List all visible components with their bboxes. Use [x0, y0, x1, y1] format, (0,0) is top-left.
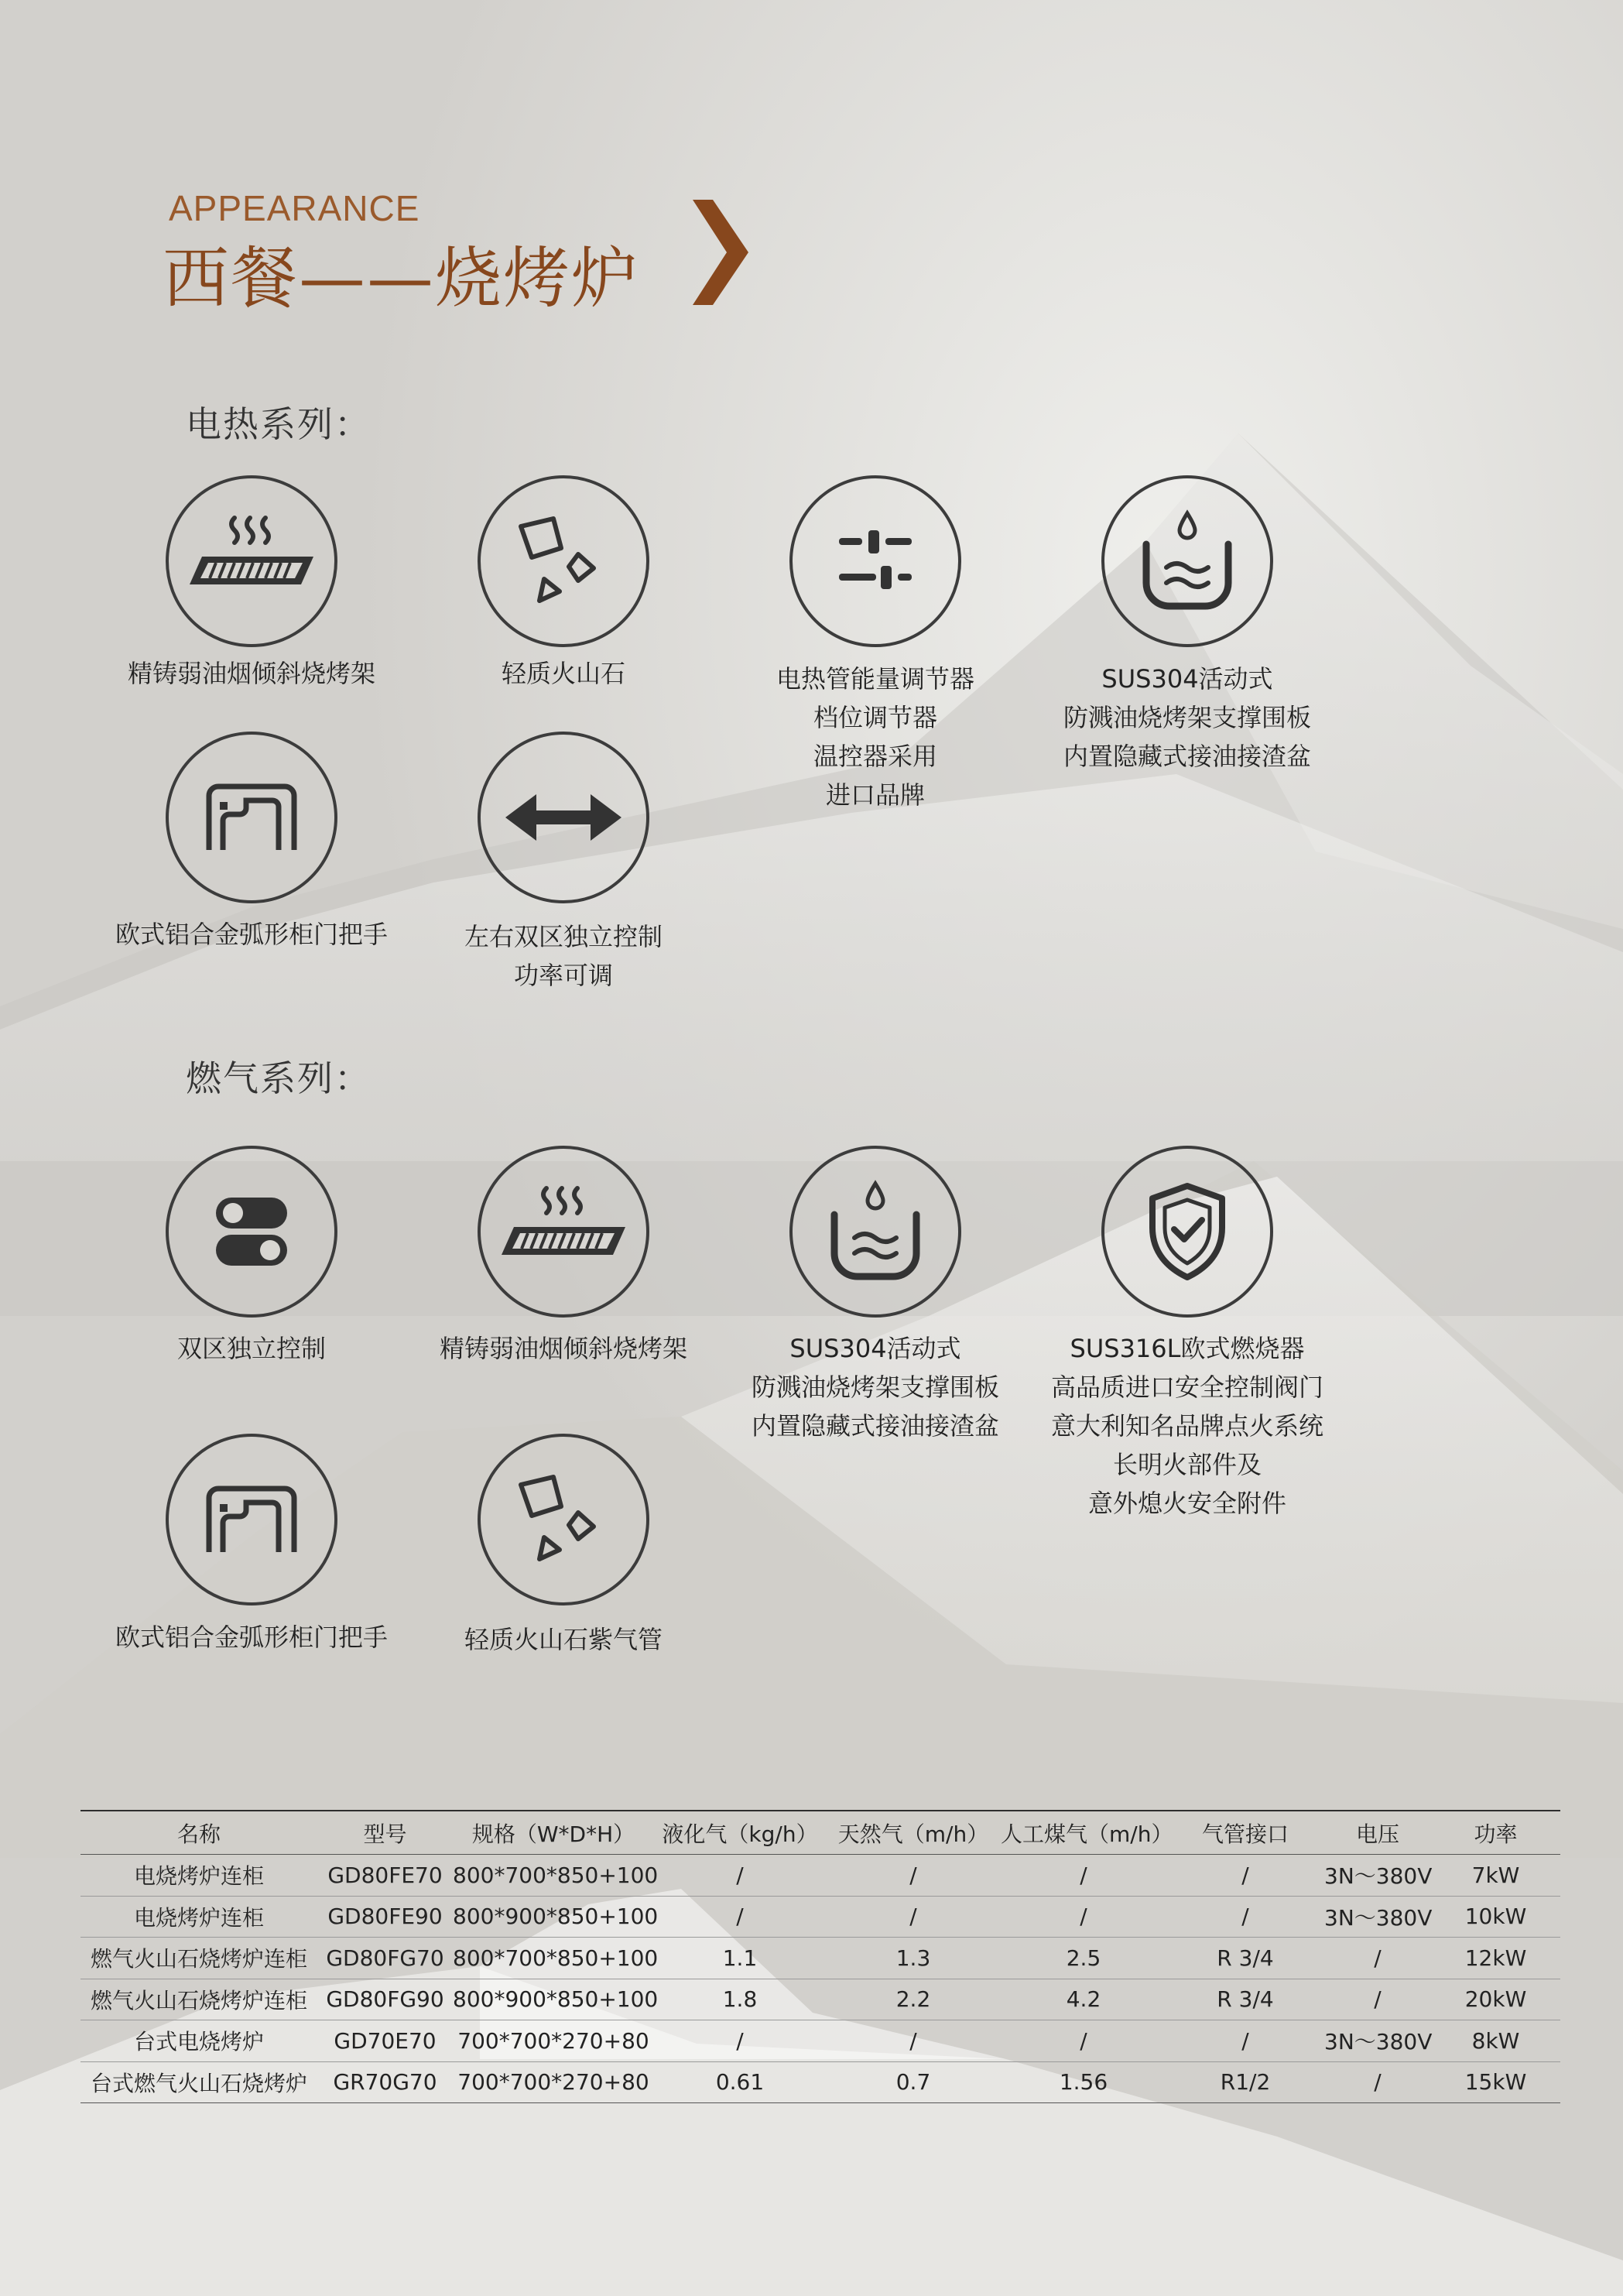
drip-basin-icon — [1137, 507, 1238, 615]
feature-caption: 精铸弱油烟倾斜烧烤架 — [439, 1334, 687, 1363]
feature-icon-circle — [1101, 475, 1273, 647]
table-cell: 3N～380V — [1324, 2029, 1433, 2055]
table-cell: 1.1 — [722, 1945, 758, 1971]
table-header-cell: 规格（W*D*H） — [471, 1821, 635, 1847]
feature-icon-circle — [166, 475, 337, 647]
table-header-cell: 型号 — [363, 1821, 407, 1847]
table-header-cell: 功率 — [1474, 1821, 1518, 1847]
table-cell: GD70E70 — [334, 2027, 437, 2054]
table-cell: 12kW — [1464, 1945, 1527, 1971]
table-cell: 700*700*270+80 — [457, 2027, 649, 2054]
feature-caption: SUS316L欧式燃烧器 高品质进口安全控制阀门 意大利知名品牌点火系统 长明火部件及 意外熄火安全附件 — [1050, 1334, 1323, 1518]
feature-icon-circle — [789, 1146, 961, 1318]
table-cell: 700*700*270+80 — [457, 2069, 649, 2096]
feature-caption: 精铸弱油烟倾斜烧烤架 — [127, 659, 375, 688]
table-cell: 800*700*850+100 — [453, 1945, 659, 1971]
table-cell: 15kW — [1464, 2069, 1527, 2096]
table-cell: 8kW — [1471, 2027, 1520, 2054]
table-row — [80, 1979, 1560, 2021]
table-cell: 1.8 — [722, 1986, 758, 2013]
table-row — [80, 2020, 1560, 2062]
table-cell: / — [1080, 1904, 1087, 1930]
lava-stone-icon — [513, 511, 614, 612]
table-cell: 2.5 — [1066, 1945, 1101, 1971]
table-row — [80, 1897, 1560, 1938]
feature-icon-circle — [1101, 1146, 1273, 1318]
gas-section-title: 燃气系列： — [186, 1057, 372, 1099]
feature-caption: 欧式铝合金弧形柜门把手 — [115, 1623, 388, 1652]
table-header-cell: 天然气（m/h） — [837, 1821, 989, 1847]
table-cell: R 3/4 — [1217, 1945, 1274, 1971]
feature-caption: 欧式铝合金弧形柜门把手 — [115, 920, 388, 949]
table-row — [80, 1855, 1560, 1897]
table-row — [80, 1938, 1560, 1979]
chevron-right-icon — [693, 200, 755, 305]
table-cell: / — [736, 1904, 744, 1930]
feature-icon-circle — [789, 475, 961, 647]
lava-stone-icon — [513, 1469, 614, 1570]
feature-caption: 电热管能量调节器 档位调节器 温控器采用 进口品牌 — [776, 664, 974, 810]
table-cell: 1.3 — [895, 1945, 931, 1971]
table-cell: / — [1241, 1904, 1249, 1930]
table-cell: 7kW — [1471, 1862, 1520, 1888]
table-cell: / — [736, 1862, 744, 1888]
door-handle-icon — [201, 1481, 302, 1558]
table-cell: 电烧烤炉连柜 — [133, 1904, 264, 1931]
feature-icon-circle — [166, 732, 337, 903]
table-cell: GD80FG70 — [326, 1945, 444, 1971]
electric-section-title: 电热系列： — [186, 403, 372, 445]
double-arrow-icon — [505, 790, 621, 845]
table-cell: / — [1374, 1945, 1382, 1971]
feature-icon-circle — [478, 475, 649, 647]
table-cell: 4.2 — [1066, 1986, 1101, 2013]
feature-caption: 左右双区独立控制 功率可调 — [464, 922, 663, 990]
table-header-cell: 名称 — [176, 1821, 221, 1847]
table-cell: GD80FE90 — [327, 1904, 443, 1930]
feature-caption: 轻质火山石 — [501, 659, 625, 688]
feature-icon-circle — [478, 732, 649, 903]
table-cell: / — [909, 1904, 917, 1930]
shield-check-icon — [1145, 1181, 1230, 1282]
table-cell: / — [909, 1862, 917, 1888]
table-header-cell: 电压 — [1355, 1821, 1399, 1847]
table-cell: 0.7 — [895, 2069, 931, 2096]
feature-icon-circle — [478, 1146, 649, 1318]
feature-caption: SUS304活动式 防溅油烧烤架支撑围板 内置隐藏式接油接渣盆 — [1063, 664, 1311, 771]
table-cell: / — [1080, 2027, 1087, 2054]
table-cell: 台式燃气火山石烧烤炉 — [90, 2070, 307, 2096]
table-cell: 20kW — [1464, 1986, 1527, 2013]
table-cell: 台式电烧烤炉 — [133, 2029, 264, 2055]
table-header-cell: 液化气（kg/h） — [662, 1821, 818, 1847]
spec-table — [80, 1810, 1560, 2103]
table-cell: / — [1241, 2027, 1249, 2054]
feature-caption: SUS304活动式 防溅油烧烤架支撑围板 内置隐藏式接油接渣盆 — [751, 1334, 999, 1441]
table-cell: GR70G70 — [333, 2069, 437, 2096]
drip-basin-icon — [825, 1177, 926, 1286]
table-header-row — [80, 1810, 1560, 1855]
door-handle-icon — [201, 779, 302, 856]
feature-icon-circle — [166, 1434, 337, 1605]
feature-icon-circle — [478, 1434, 649, 1605]
table-cell: 3N～380V — [1324, 1904, 1433, 1931]
feature-caption: 双区独立控制 — [176, 1334, 326, 1363]
adjuster-sliders-icon — [833, 523, 918, 600]
feature-caption: 轻质火山石紫气管 — [464, 1625, 663, 1654]
grill-heat-icon — [494, 1185, 633, 1278]
table-cell: 800*900*850+100 — [453, 1904, 659, 1930]
table-cell: 燃气火山石烧烤炉连柜 — [90, 1987, 307, 2013]
table-header-cell: 人工煤气（m/h） — [1001, 1821, 1173, 1847]
table-header-cell: 气管接口 — [1201, 1821, 1289, 1847]
table-cell: 燃气火山石烧烤炉连柜 — [90, 1946, 307, 1972]
grill-heat-icon — [182, 515, 321, 608]
table-cell: / — [736, 2027, 744, 2054]
table-cell: R 3/4 — [1217, 1986, 1274, 2013]
table-cell: R1/2 — [1220, 2069, 1271, 2096]
table-cell: / — [909, 2027, 917, 2054]
table-cell: / — [1241, 1862, 1249, 1888]
table-cell: 10kW — [1464, 1904, 1527, 1930]
table-cell: 3N～380V — [1324, 1863, 1433, 1890]
table-cell: GD80FG90 — [326, 1986, 444, 2013]
table-cell: 2.2 — [895, 1986, 931, 2013]
table-cell: / — [1080, 1862, 1087, 1888]
table-cell: GD80FE70 — [327, 1862, 443, 1888]
table-cell: 电烧烤炉连柜 — [133, 1863, 264, 1890]
table-cell: 0.61 — [715, 2069, 765, 2096]
page-title: 西餐——烧烤炉 — [163, 240, 639, 317]
toggle-switch-icon — [213, 1193, 290, 1270]
table-cell: 800*900*850+100 — [453, 1986, 659, 2013]
table-cell: 800*700*850+100 — [453, 1862, 659, 1888]
table-cell: / — [1374, 2069, 1382, 2096]
appearance-label: APPEARANCE — [169, 188, 420, 228]
table-cell: / — [1374, 1986, 1382, 2013]
feature-icon-circle — [166, 1146, 337, 1318]
table-cell: 1.56 — [1059, 2069, 1108, 2096]
table-row — [80, 2062, 1560, 2104]
